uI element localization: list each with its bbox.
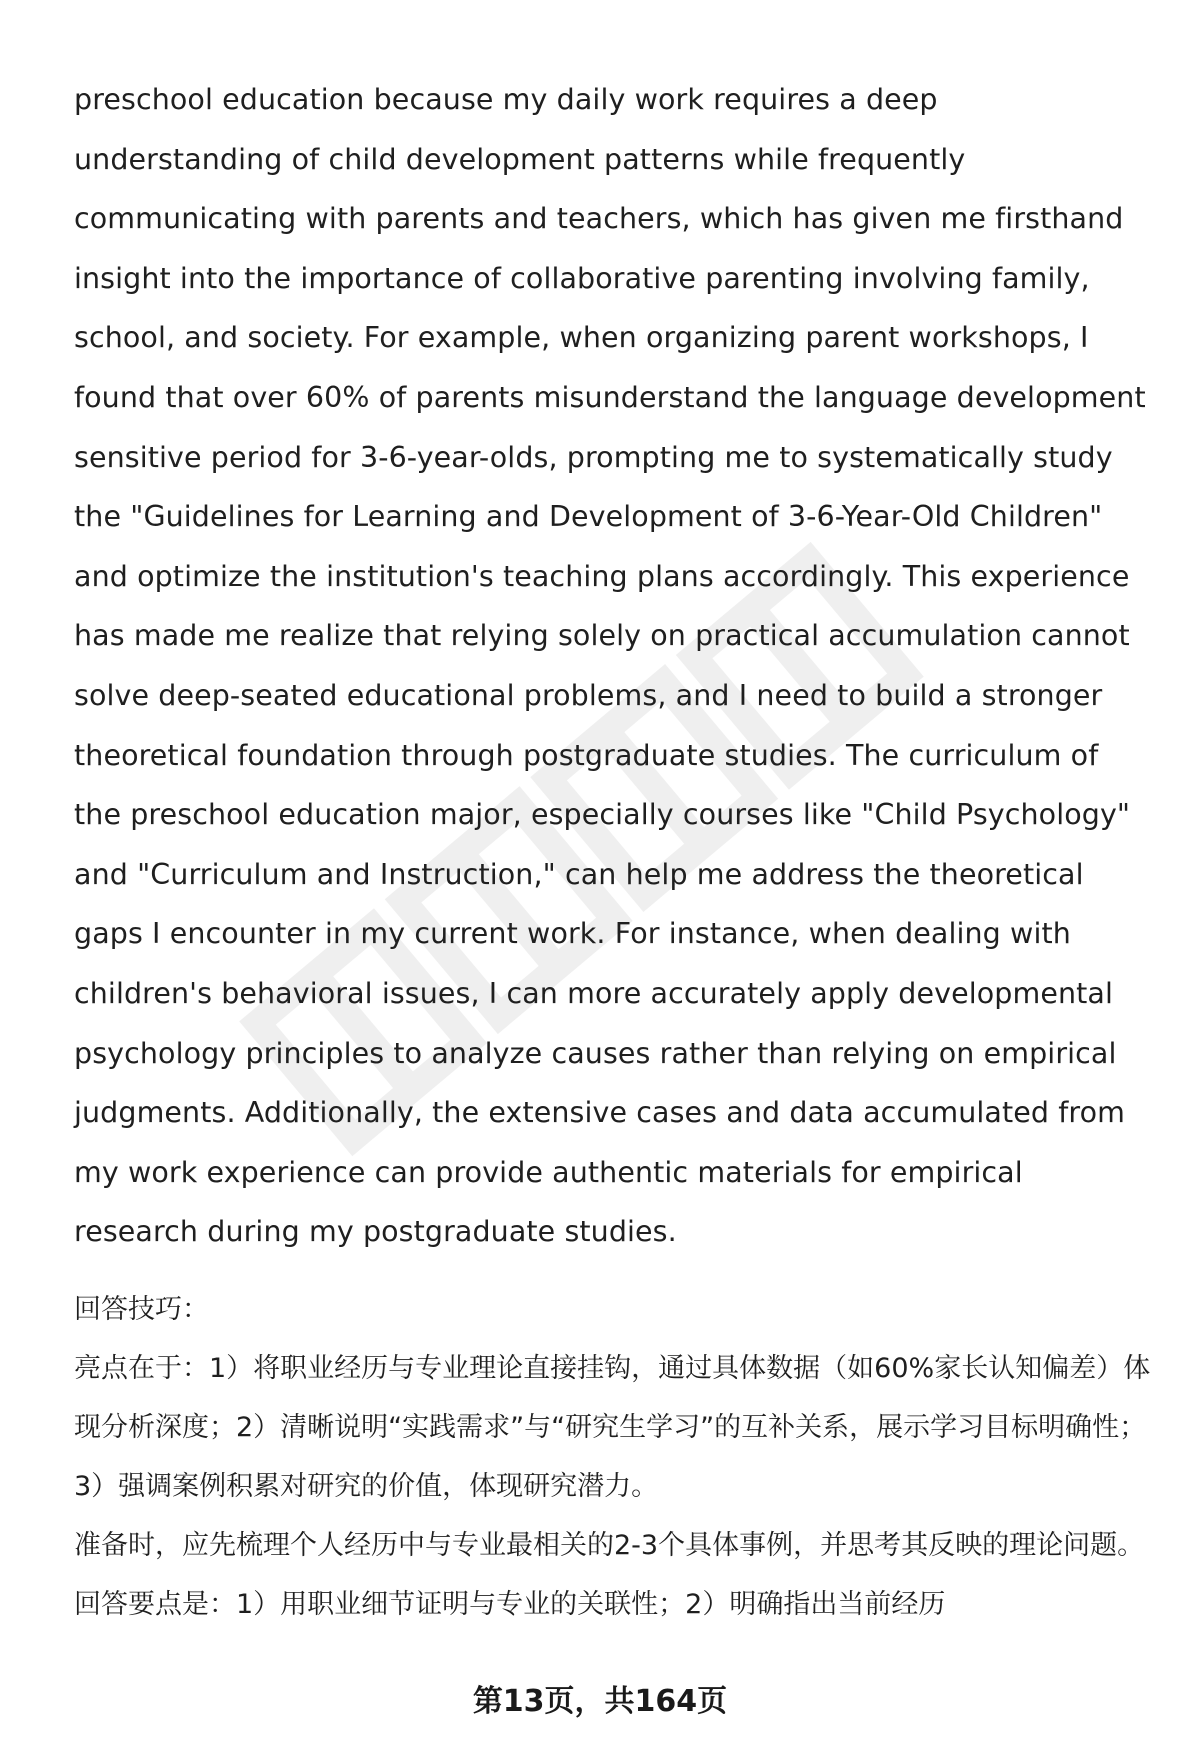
tips-highlights: 亮点在于：1）将职业经历与专业理论直接挂钩，通过具体数据（如60%家长认知偏差）体现分析深度；2）清晰说明“实践需求”与“研究生学习”的互补关系，展示学习目标明确性；3）强调案例积累对研究的价值，体现研究潜力。 [74,1352,1151,1502]
essay-body [74,70,1154,1262]
answer-tips [74,1280,1154,1634]
page-content [74,70,1154,1634]
page-number: 第13页，共164页 [472,1684,728,1719]
tips-heading: 回答技巧： [74,1293,209,1325]
tips-preparation: 准备时，应先梳理个人经历中与专业最相关的2-3个具体事例，并思考其反映的理论问题。回答要点是：1）用职业细节证明与专业的关联性；2）明确指出当前经历 [74,1529,1145,1620]
essay-paragraph: preschool education because my daily work requires a deep understanding of child development patterns while frequently communicating with parents and teachers, which has given me firsthand insight into the importance of collaborative parenting involving family, school, and society. For example, when organizing parent workshops, I found that over 60% of parents misunderstand the language development sensitive period for 3-6-year-olds, prompting me to systematically study the "Guidelines for Learning and Development of 3-6-Year-Old Children" and optimize the institution's teaching plans accordingly. This experience has made me realize that relying solely on practical accumulation cannot solve deep-seated educational problems, and I need to build a stronger theoretical foundation through postgraduate studies. The curriculum of the preschool education major, especially courses like "Child Psychology" and "Curriculum and Instruction," can help me address the theoretical gaps I encounter in my current work. For instance, when dealing with children's behavioral issues, I can more accurately apply developmental psychology principles to analyze causes rather than relying on empirical judgments. Additionally, the extensive cases and data accumulated from my work experience can provide authentic materials for empirical research during my postgraduate studies. [74,83,1146,1249]
